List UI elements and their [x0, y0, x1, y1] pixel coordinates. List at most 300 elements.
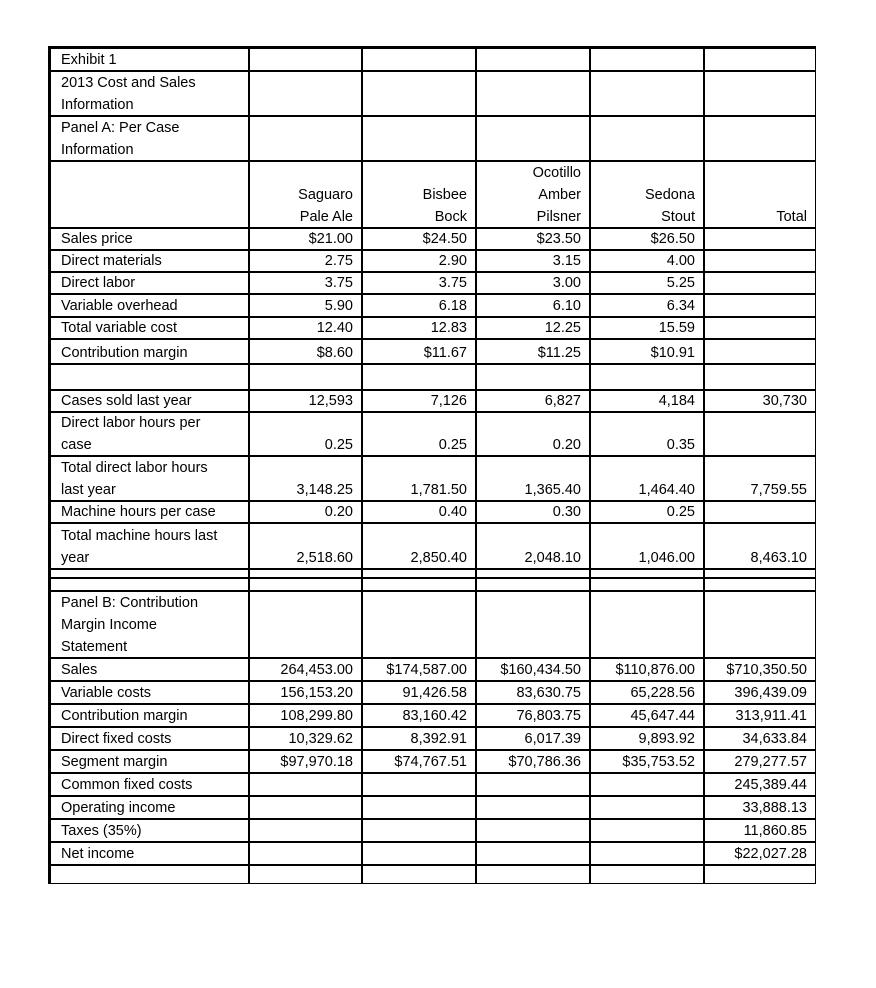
row-label — [50, 523, 249, 569]
row-label — [50, 658, 249, 681]
row-value — [704, 842, 816, 865]
row-value — [704, 339, 816, 364]
cell-text: Operating income — [61, 800, 176, 816]
cell-text: Pilsner — [536, 209, 581, 225]
cell-text: 65,228.56 — [630, 685, 695, 701]
row-value — [362, 773, 476, 796]
cell-text: $26.50 — [650, 231, 695, 247]
spacer-row — [50, 569, 249, 578]
row-value — [249, 681, 362, 704]
product-header-blank — [50, 161, 249, 228]
cell-text: 1,781.50 — [410, 482, 467, 498]
row-value — [704, 773, 816, 796]
row-value — [476, 228, 590, 250]
spacer-row — [476, 865, 590, 884]
cell-text: $97,970.18 — [280, 754, 353, 770]
spacer-row — [249, 578, 362, 591]
row-label — [50, 272, 249, 294]
cell-text: $11.67 — [423, 345, 467, 361]
cell-text — [481, 821, 581, 842]
row-label — [50, 842, 249, 865]
cell-text: $174,587.00 — [386, 662, 467, 678]
row-value — [476, 272, 590, 294]
row-value — [704, 272, 816, 294]
cell-text: Amber — [538, 187, 581, 203]
row-value — [590, 658, 704, 681]
header-blank-cell — [362, 116, 476, 161]
spacer-row — [362, 364, 476, 390]
row-value — [476, 727, 590, 750]
cell-text: 2,518.60 — [296, 550, 353, 566]
cell-text: 12.83 — [430, 320, 467, 336]
row-value — [362, 727, 476, 750]
cell-text: Direct materials — [61, 253, 162, 269]
row-label — [50, 750, 249, 773]
header-blank-cell — [590, 48, 704, 71]
header-blank-cell — [476, 591, 590, 658]
cell-text: 279,277.57 — [734, 754, 807, 770]
row-value — [590, 819, 704, 842]
cell-text: 76,803.75 — [516, 708, 581, 724]
cell-text: Ocotillo — [532, 165, 581, 181]
cell-text — [595, 844, 695, 865]
header-blank-cell — [362, 591, 476, 658]
cell-text: 33,888.13 — [742, 800, 807, 816]
cell-text: 15.59 — [658, 320, 695, 336]
cell-text: 5.25 — [666, 275, 695, 291]
row-value — [476, 750, 590, 773]
row-value — [362, 681, 476, 704]
cell-text: 1,365.40 — [524, 482, 581, 498]
cell-text: Total — [776, 209, 807, 225]
row-value — [590, 412, 704, 456]
cell-text: Information — [61, 142, 134, 158]
cell-text: 83,630.75 — [516, 685, 581, 701]
row-value — [476, 681, 590, 704]
row-value — [704, 523, 816, 569]
cell-text: $110,876.00 — [615, 662, 695, 678]
cell-text — [481, 844, 581, 865]
cell-text — [709, 229, 807, 250]
row-value — [476, 704, 590, 727]
exhibit-title-cell — [50, 48, 249, 71]
row-value — [704, 796, 816, 819]
row-value — [249, 819, 362, 842]
cell-text: 0.30 — [552, 504, 581, 520]
cell-text: 1,464.40 — [638, 482, 695, 498]
cell-text: 8,463.10 — [750, 550, 807, 566]
cell-text: Cases sold last year — [61, 393, 192, 409]
cell-text — [709, 296, 807, 317]
cell-text: $24.50 — [422, 231, 467, 247]
row-value — [362, 294, 476, 317]
cell-text: Sales price — [61, 231, 133, 247]
row-value — [249, 796, 362, 819]
cell-text: 83,160.42 — [402, 708, 467, 724]
row-value — [249, 773, 362, 796]
row-value — [704, 317, 816, 339]
row-value — [704, 819, 816, 842]
spacer-row — [590, 569, 704, 578]
cell-text: Bock — [434, 209, 467, 225]
row-label — [50, 819, 249, 842]
cell-text: $74,767.51 — [394, 754, 467, 770]
header-blank-cell — [590, 116, 704, 161]
cell-text: Common fixed costs — [61, 777, 193, 793]
row-label — [50, 250, 249, 272]
cell-text: 0.25 — [666, 504, 695, 520]
cell-text: 0.20 — [324, 504, 353, 520]
spacer-row — [362, 569, 476, 578]
cell-text: 156,153.20 — [280, 685, 353, 701]
cell-text: Segment margin — [61, 754, 168, 770]
cell-text — [709, 502, 807, 523]
cell-text: Statement — [61, 639, 128, 655]
row-value — [590, 750, 704, 773]
cell-text: Variable overhead — [61, 298, 178, 314]
cell-text: Total direct labor hours — [61, 460, 208, 476]
spacer-row — [50, 865, 249, 884]
spacer-row — [476, 578, 590, 591]
panel-b-title-cell — [50, 591, 249, 658]
cell-text: Information — [61, 97, 134, 113]
cell-text: 9,893.92 — [638, 731, 695, 747]
cell-text: Panel B: Contribution — [61, 595, 199, 611]
row-value — [249, 228, 362, 250]
row-value — [476, 819, 590, 842]
row-value — [362, 272, 476, 294]
header-blank-cell — [476, 71, 590, 116]
cell-text: 3,148.25 — [296, 482, 353, 498]
row-value — [362, 501, 476, 523]
row-value — [590, 339, 704, 364]
cell-text: $70,786.36 — [508, 754, 581, 770]
row-label — [50, 317, 249, 339]
row-value — [476, 339, 590, 364]
row-label — [50, 704, 249, 727]
cell-text: Exhibit 1 — [61, 52, 117, 68]
cell-text — [595, 775, 695, 796]
row-value — [362, 412, 476, 456]
row-value — [249, 727, 362, 750]
row-value — [476, 773, 590, 796]
cell-text: 3.15 — [552, 253, 581, 269]
row-value — [704, 294, 816, 317]
cell-text: 2,048.10 — [524, 550, 581, 566]
cell-text — [254, 844, 353, 865]
row-value — [249, 456, 362, 501]
cell-text: Bisbee — [422, 187, 467, 203]
cell-text — [367, 844, 467, 865]
cell-text: Machine hours per case — [61, 504, 216, 520]
spacer-row — [590, 865, 704, 884]
spacer-row — [362, 865, 476, 884]
cell-text — [709, 251, 807, 272]
row-label — [50, 339, 249, 364]
row-label — [50, 501, 249, 523]
row-value — [362, 523, 476, 569]
spacer-row — [50, 578, 249, 591]
row-value — [704, 658, 816, 681]
cell-text: 6.18 — [438, 298, 467, 314]
cell-text — [254, 821, 353, 842]
cell-text: year — [61, 550, 90, 566]
cell-text: 108,299.80 — [280, 708, 353, 724]
cell-text — [481, 798, 581, 819]
cell-text — [595, 821, 695, 842]
cell-text: $710,350.50 — [726, 662, 807, 678]
row-label — [50, 456, 249, 501]
cell-text: 6.34 — [666, 298, 695, 314]
cell-text: 2013 Cost and Sales — [61, 75, 196, 91]
cell-text: 0.20 — [552, 437, 581, 453]
cell-text: 3.00 — [552, 275, 581, 291]
cell-text: $8.60 — [316, 345, 353, 361]
cell-text: 2.75 — [324, 253, 353, 269]
cell-text: 0.25 — [324, 437, 353, 453]
spacer-row — [50, 364, 249, 390]
header-blank-cell — [704, 591, 816, 658]
product-name-cell — [249, 161, 362, 228]
cell-text: $21.00 — [308, 231, 353, 247]
row-label — [50, 796, 249, 819]
cell-text — [367, 775, 467, 796]
row-value — [590, 456, 704, 501]
spacer-row — [476, 569, 590, 578]
row-value — [590, 250, 704, 272]
row-value — [590, 228, 704, 250]
header-blank-cell — [249, 591, 362, 658]
spacer-row — [590, 364, 704, 390]
row-value — [476, 412, 590, 456]
panel-a-title-cell — [50, 116, 249, 161]
row-value — [590, 272, 704, 294]
cell-text: $22,027.28 — [734, 846, 807, 862]
header-blank-cell — [704, 48, 816, 71]
cell-text: 3.75 — [324, 275, 353, 291]
exhibit-subtitle-cell — [50, 71, 249, 116]
cell-text: case — [61, 437, 92, 453]
row-value — [590, 727, 704, 750]
row-value — [704, 456, 816, 501]
row-value — [476, 501, 590, 523]
cell-text — [709, 273, 807, 294]
cell-text: Sales — [61, 662, 98, 678]
row-value — [704, 681, 816, 704]
row-value — [704, 390, 816, 412]
spacer-row — [249, 569, 362, 578]
cell-text: Sedona — [645, 187, 695, 203]
cell-text: Margin Income — [61, 617, 157, 633]
cell-text: 12.40 — [316, 320, 353, 336]
row-label — [50, 294, 249, 317]
row-value — [362, 842, 476, 865]
row-label — [50, 228, 249, 250]
row-value — [249, 842, 362, 865]
cell-text: last year — [61, 482, 116, 498]
row-label — [50, 773, 249, 796]
row-value — [704, 727, 816, 750]
cell-text: Variable costs — [61, 685, 151, 701]
cell-text: 30,730 — [762, 393, 807, 409]
row-value — [590, 501, 704, 523]
row-value — [704, 250, 816, 272]
row-value — [476, 842, 590, 865]
header-blank-cell — [590, 71, 704, 116]
header-blank-cell — [704, 116, 816, 161]
cell-text: Stout — [661, 209, 695, 225]
row-value — [249, 704, 362, 727]
row-value — [704, 501, 816, 523]
row-label — [50, 390, 249, 412]
cell-text — [254, 775, 353, 796]
row-value — [590, 796, 704, 819]
cell-text: 0.25 — [438, 437, 467, 453]
row-value — [362, 339, 476, 364]
cell-text — [367, 821, 467, 842]
spacer-row — [704, 578, 816, 591]
cell-text: Net income — [61, 846, 135, 862]
cell-text: 4,184 — [658, 393, 695, 409]
spacer-row — [249, 865, 362, 884]
row-value — [362, 390, 476, 412]
cell-text: 10,329.62 — [288, 731, 353, 747]
row-value — [249, 412, 362, 456]
cell-text: 2,850.40 — [410, 550, 467, 566]
row-value — [249, 294, 362, 317]
row-value — [476, 523, 590, 569]
spacer-row — [362, 578, 476, 591]
cell-text: Direct labor hours per — [61, 415, 201, 431]
row-value — [362, 250, 476, 272]
spacer-row — [704, 569, 816, 578]
row-label — [50, 681, 249, 704]
row-value — [249, 317, 362, 339]
spacer-row — [704, 865, 816, 884]
cell-text: $160,434.50 — [500, 662, 581, 678]
row-value — [362, 658, 476, 681]
row-value — [476, 317, 590, 339]
cell-text — [254, 798, 353, 819]
cell-text: Total machine hours last — [61, 528, 218, 544]
product-name-cell — [704, 161, 816, 228]
cell-text: 245,389.44 — [734, 777, 807, 793]
cell-text: 45,647.44 — [630, 708, 695, 724]
row-value — [362, 819, 476, 842]
cell-text — [709, 343, 807, 364]
row-value — [590, 704, 704, 727]
cell-text: 34,633.84 — [742, 731, 807, 747]
row-value — [476, 796, 590, 819]
row-value — [362, 796, 476, 819]
product-name-cell — [590, 161, 704, 228]
cell-text: $11.25 — [537, 345, 581, 361]
cell-text: $23.50 — [536, 231, 581, 247]
cell-text: 6.10 — [552, 298, 581, 314]
cell-text: 313,911.41 — [735, 708, 807, 724]
cell-text: 7,759.55 — [750, 482, 807, 498]
product-name-cell — [362, 161, 476, 228]
cell-text: Saguaro — [298, 187, 353, 203]
cell-text: 91,426.58 — [402, 685, 467, 701]
product-name-cell — [476, 161, 590, 228]
row-value — [590, 681, 704, 704]
row-value — [476, 456, 590, 501]
cell-text: 396,439.09 — [734, 685, 807, 701]
row-value — [362, 456, 476, 501]
row-value — [476, 294, 590, 317]
row-value — [362, 317, 476, 339]
header-blank-cell — [704, 71, 816, 116]
row-value — [362, 704, 476, 727]
cell-text: Direct labor — [61, 275, 136, 291]
header-blank-cell — [249, 116, 362, 161]
row-value — [249, 390, 362, 412]
spacer-row — [249, 364, 362, 390]
spacer-row — [476, 364, 590, 390]
row-value — [704, 704, 816, 727]
cell-text — [367, 798, 467, 819]
row-value — [249, 250, 362, 272]
cell-text: Total variable cost — [61, 320, 178, 336]
cell-text — [709, 318, 807, 339]
cell-text: Contribution margin — [61, 345, 188, 361]
cell-text — [595, 798, 695, 819]
spacer-row — [590, 578, 704, 591]
row-value — [476, 658, 590, 681]
cell-text: Pale Ale — [299, 209, 353, 225]
cell-text: 0.35 — [666, 437, 695, 453]
cell-text: Panel A: Per Case — [61, 120, 180, 136]
row-value — [249, 750, 362, 773]
header-blank-cell — [249, 48, 362, 71]
cell-text: 6,827 — [544, 393, 581, 409]
cell-text: 264,453.00 — [280, 662, 353, 678]
row-value — [362, 228, 476, 250]
header-blank-cell — [249, 71, 362, 116]
cell-text: 2.90 — [438, 253, 467, 269]
header-blank-cell — [362, 71, 476, 116]
cell-text: 0.40 — [438, 504, 467, 520]
cell-text: 5.90 — [324, 298, 353, 314]
row-value — [590, 842, 704, 865]
row-value — [476, 250, 590, 272]
row-value — [249, 339, 362, 364]
row-value — [590, 317, 704, 339]
cell-text: 8,392.91 — [410, 731, 467, 747]
row-label — [50, 412, 249, 456]
row-value — [590, 773, 704, 796]
row-value — [590, 390, 704, 412]
row-value — [249, 658, 362, 681]
cell-text — [481, 775, 581, 796]
row-value — [249, 523, 362, 569]
cell-text: 4.00 — [666, 253, 695, 269]
row-value — [704, 228, 816, 250]
cell-text: 11,860.85 — [743, 823, 807, 839]
row-label — [50, 727, 249, 750]
cell-text: 12.25 — [544, 320, 581, 336]
cell-text: Taxes (35%) — [61, 823, 142, 839]
cell-text: Direct fixed costs — [61, 731, 172, 747]
header-blank-cell — [476, 48, 590, 71]
row-value — [249, 501, 362, 523]
cell-text: 1,046.00 — [638, 550, 695, 566]
cell-text: 6,017.39 — [524, 731, 581, 747]
header-blank-cell — [590, 591, 704, 658]
cell-text: 12,593 — [308, 393, 353, 409]
cell-text: $35,753.52 — [622, 754, 695, 770]
